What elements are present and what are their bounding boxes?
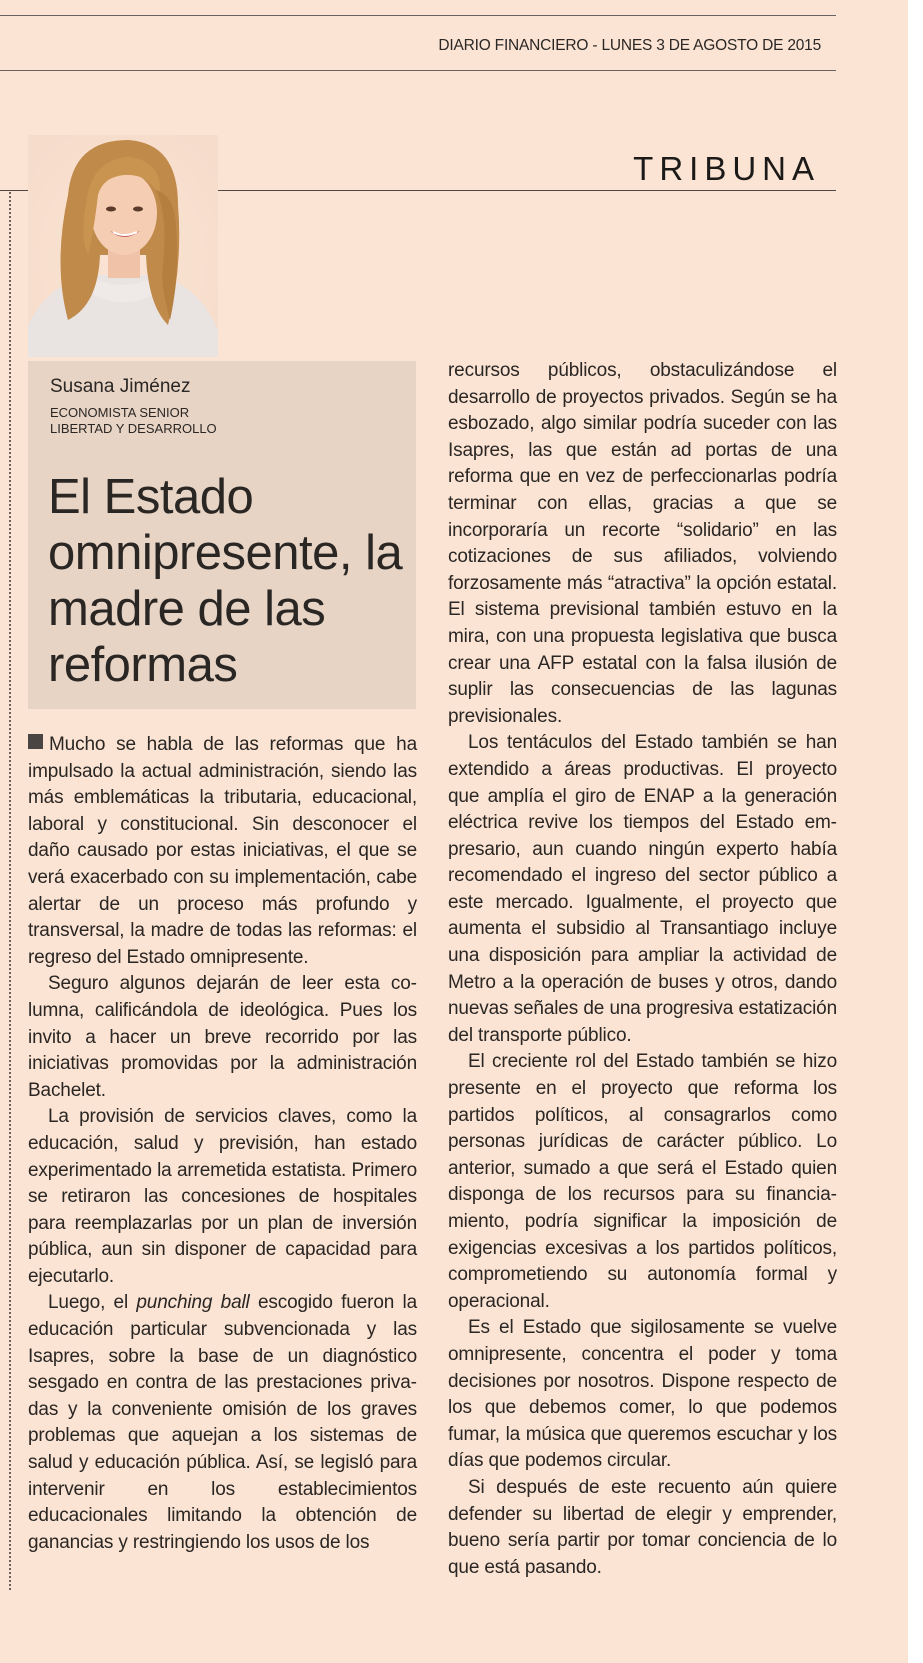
article-column-2 bbox=[448, 358, 837, 1581]
paragraph: Es el Estado que sigilosamente se vuelve omnipresente, concentra el poder y toma decisiones por nosotros. Dispone respecto de los que debemos comer, lo que podemos fumar, la música que queremos escuchar y los días que podemos circular. bbox=[448, 1317, 837, 1472]
paragraph: Los tentáculos del Estado también se han extendido a áreas productivas. El proyecto que amplía el giro de ENAP a la generación eléctrica revive los tiempos del Estado empresario, aun cuando ningún experto había recomendado el ingreso del sector público a este mercado. Igualmente, el proyecto que aumenta el subsidio al Transantiago incluye una disposición para ampliar la actividad de Metro a la operación de buses y otros, dando nuevas señales de una progresiva estatización del transporte público. bbox=[448, 732, 837, 1046]
paragraph bbox=[28, 1290, 417, 1556]
author-name: Susana Jiménez bbox=[50, 376, 191, 397]
paragraph: Si después de este recuento aún quiere defender su libertad de elegir y emprender, bueno sería partir por tomar conciencia de lo que está pasando. bbox=[448, 1476, 837, 1578]
author-role-line-2: LIBERTAD Y DESARROLLO bbox=[50, 421, 217, 436]
article-column-1 bbox=[28, 732, 417, 1556]
header-top-rule bbox=[0, 15, 836, 16]
author-box bbox=[28, 361, 416, 709]
author-role bbox=[50, 405, 217, 437]
dotted-margin-line bbox=[9, 192, 11, 1590]
paragraph-text: Mucho se habla de las reformas que ha impulsado la actual administración, siendo las más emblemáticas la tributaria, educacional, laboral y constitucional. Sin desconocer el daño causado por estas iniciativas, el que se verá exacerbado con su implementación, cabe alertar de un proceso más profundo y transversal, la madre de todas las reformas: el regreso del Estado omnipresente. bbox=[28, 734, 417, 968]
publication-line: DIARIO FINANCIERO - LUNES 3 DE AGOSTO DE 2015 bbox=[438, 37, 821, 54]
author-role-line-1: ECONOMISTA SENIOR bbox=[50, 405, 190, 420]
paragraph: recursos públicos, obstaculizándose el desarrollo de proyectos privados. Según se ha esbozado, algo similar podría suceder con las Isapres, las que están ad portas de una reforma que en vez de perfeccionarlas podría terminar con ellas, gracias a que se incorporaría un recorte “solidario” en las cotizaciones de sus afiliados, volviendo forzosamente más “atractiva” la opción estatal. El sistema previsional también estuvo en la mira, con una propuesta legislativa que busca crear una AFP estatal con la falsa ilusión de suplir las consecuencias de las lagunas previsionales. bbox=[448, 360, 837, 727]
article-headline: El Estado omnipresente, la madre de las reformas bbox=[48, 470, 403, 692]
header-bottom-rule bbox=[0, 70, 836, 71]
paragraph: Seguro algunos dejarán de leer esta columna, calificándola de ideológica. Pues los invito a hacer un breve recorrido por las iniciativas promovidas por la administración Bachelet. bbox=[28, 973, 417, 1101]
italic-term: punching ball bbox=[136, 1292, 250, 1314]
paragraph-text: escogido fueron la educación particular subvencionada y las Isapres, sobre la base de un diagnóstico sesgado en contra de las prestaciones privadas y la conveniente omisión de los graves problemas que aquejan a los sistemas de salud y educación pública. Así, se legisló para intervenir en los establecimientos educacionales limitando la obtención de ganancias y restringiendo los usos de los bbox=[28, 1292, 417, 1553]
section-title: TRIBUNA bbox=[633, 150, 820, 187]
paragraph: La provisión de servicios claves, como la educación, salud y previsión, han estado experimentado la arremetida estatista. Primero se retiraron las concesiones de hospitales para reemplazarlas por un plan de inversión pública, aun sin disponer de capacidad para ejecutarlo. bbox=[28, 1106, 417, 1287]
paragraph bbox=[28, 732, 417, 971]
author-photo bbox=[28, 135, 218, 357]
lead-square-icon bbox=[28, 734, 43, 749]
paragraph-text: Luego, el bbox=[48, 1292, 137, 1314]
paragraph: El creciente rol del Estado también se hizo presente en el proyecto que reforma los partidos políticos, al consagrarlos como personas jurídicas de carácter público. Lo anterior, sumado a que será el Estado quien disponga de los recursos para su financiamiento, podría significar la imposición de exigencias excesivas a los partidos políticos, comprometiendo su autonomía formal y operacional. bbox=[448, 1051, 837, 1312]
